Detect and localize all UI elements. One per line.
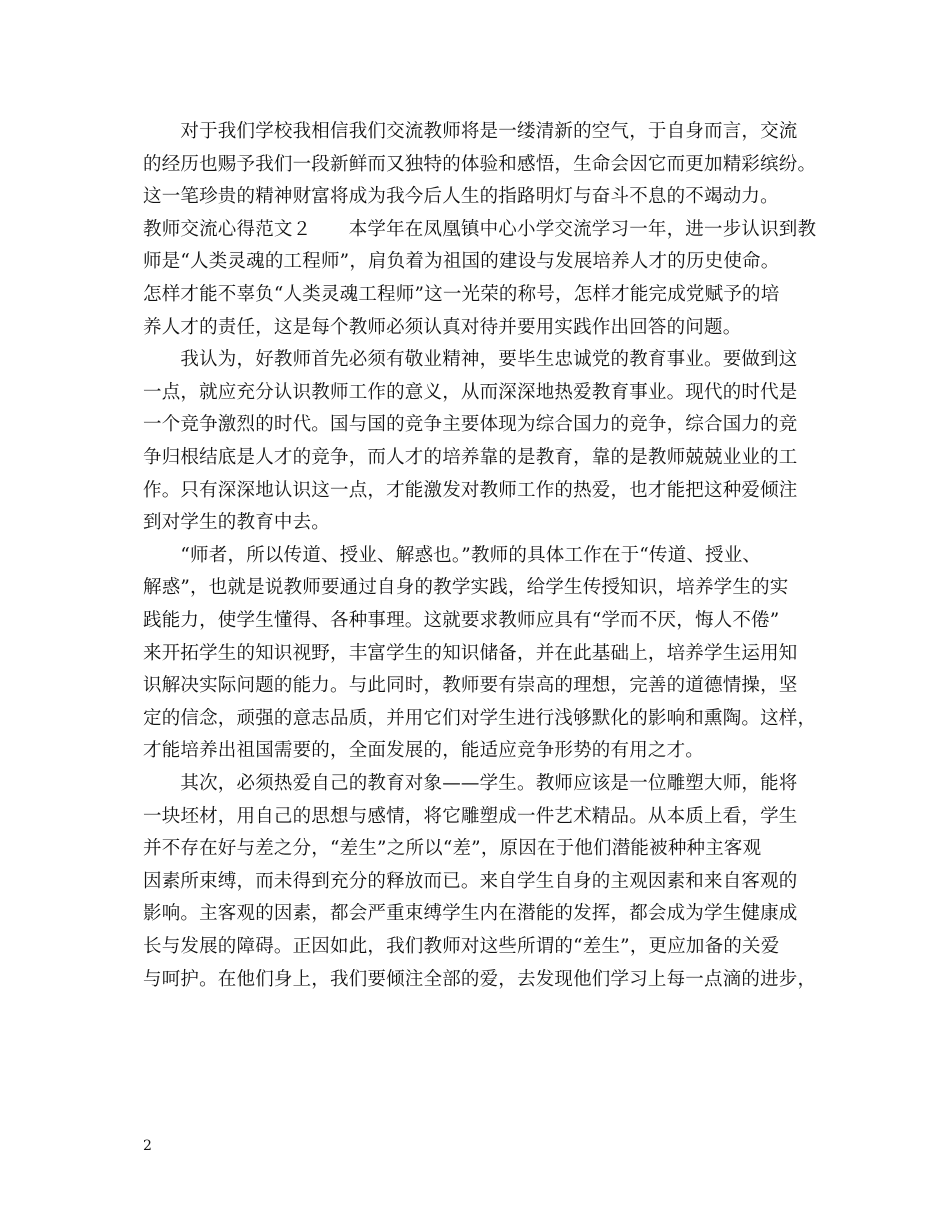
text-line: 来开拓学生的知识视野，丰富学生的知识储备，并在此基础上，培养学生运用知 [143,642,798,664]
text-line: 才能培养出祖国需要的，全面发展的，能适应竞争形势的有用之才。 [143,740,705,762]
text-line: 并不存在好与差之分，“差生”之所以“差”，原因在于他们潜能被种种主客观 [143,838,762,860]
text-line: 这一笔珍贵的精神财富将成为我今后人生的指路明灯与奋斗不息的不竭动力。 [143,186,779,208]
text-line: 师是“人类灵魂的工程师”，肩负着为祖国的建设与发展培养人才的历史使命。 [143,251,780,273]
text-line: 长与发展的障碍。正因如此，我们教师对这些所谓的“差生”，更应加备的关爱 [143,936,780,957]
text-line: 到对学生的教育中去。 [143,512,331,534]
text-line: 对于我们学校我相信我们交流教师将是一缕清新的空气，于自身而言，交流 [143,121,798,142]
text-line: 践能力，使学生懂得、各种事理。这就要求教师应具有“学而不厌，悔人不倦” [143,610,780,631]
text-line: 怎样才能不辜负“人类灵魂工程师”这一光荣的称号，怎样才能完成党赋予的培 [143,284,780,305]
text-line: 一个竞争激烈的时代。国与国的竞争主要体现为综合国力的竞争，综合国力的竞 [143,414,798,436]
text-line: 的经历也赐予我们一段新鲜而又独特的体验和感悟，生命会因它而更加精彩缤纷。 [143,153,817,175]
text-line: 定的信念，顽强的意志品质，并用它们对学生进行浅够默化的影响和熏陶。这样， [143,707,817,729]
text-line: “师者，所以传道、授业、解惑也。”教师的具体工作在于“传道、授业、 [143,544,762,566]
text-line: 因素所束缚，而未得到充分的释放而已。来自学生自身的主观因素和来自客观的 [143,870,798,892]
text-line: 作。只有深深地认识这一点，才能激发对教师工作的热爱，也才能把这种爱倾注 [143,479,798,501]
text-line: 其次，必须热爱自己的教育对象——学生。教师应该是一位雕塑大师，能将 [143,773,798,794]
text-line: 识解决实际问题的能力。与此同时，教师要有崇高的理想，完善的道德情操，坚 [143,675,798,697]
text-line: 一块坯材，用自己的思想与感情，将它雕塑成一件艺术精品。从本质上看，学生 [143,805,798,827]
text-line: 我认为，好教师首先必须有敬业精神，要毕生忠诚党的教育事业。要做到这 [143,349,798,371]
text-line: 教师交流心得范文２ 本学年在凤凰镇中心小学交流学习一年，进一步认识到教 [143,218,817,240]
text-line: 养人才的责任，这是每个教师必须认真对待并要用实践作出回答的问题。 [143,316,742,338]
text-line: 一点，就应充分认识教师工作的意义，从而深深地热爱教育事业。现代的时代是 [143,381,798,403]
page-number: 2 [143,1138,152,1154]
text-line: 影响。主客观的因素，都会严重束缚学生内在潜能的发挥，都会成为学生健康成 [143,903,798,925]
text-line: 与呵护。在他们身上，我们要倾注全部的爱，去发现他们学习上每一点滴的进步， [143,968,817,990]
text-line: 解惑”，也就是说教师要通过自身的教学实践，给学生传授知识，培养学生的实 [143,577,789,599]
text-line: 争归根结底是人才的竞争，而人才的培养靠的是教育，靠的是教师兢兢业业的工 [143,447,798,468]
